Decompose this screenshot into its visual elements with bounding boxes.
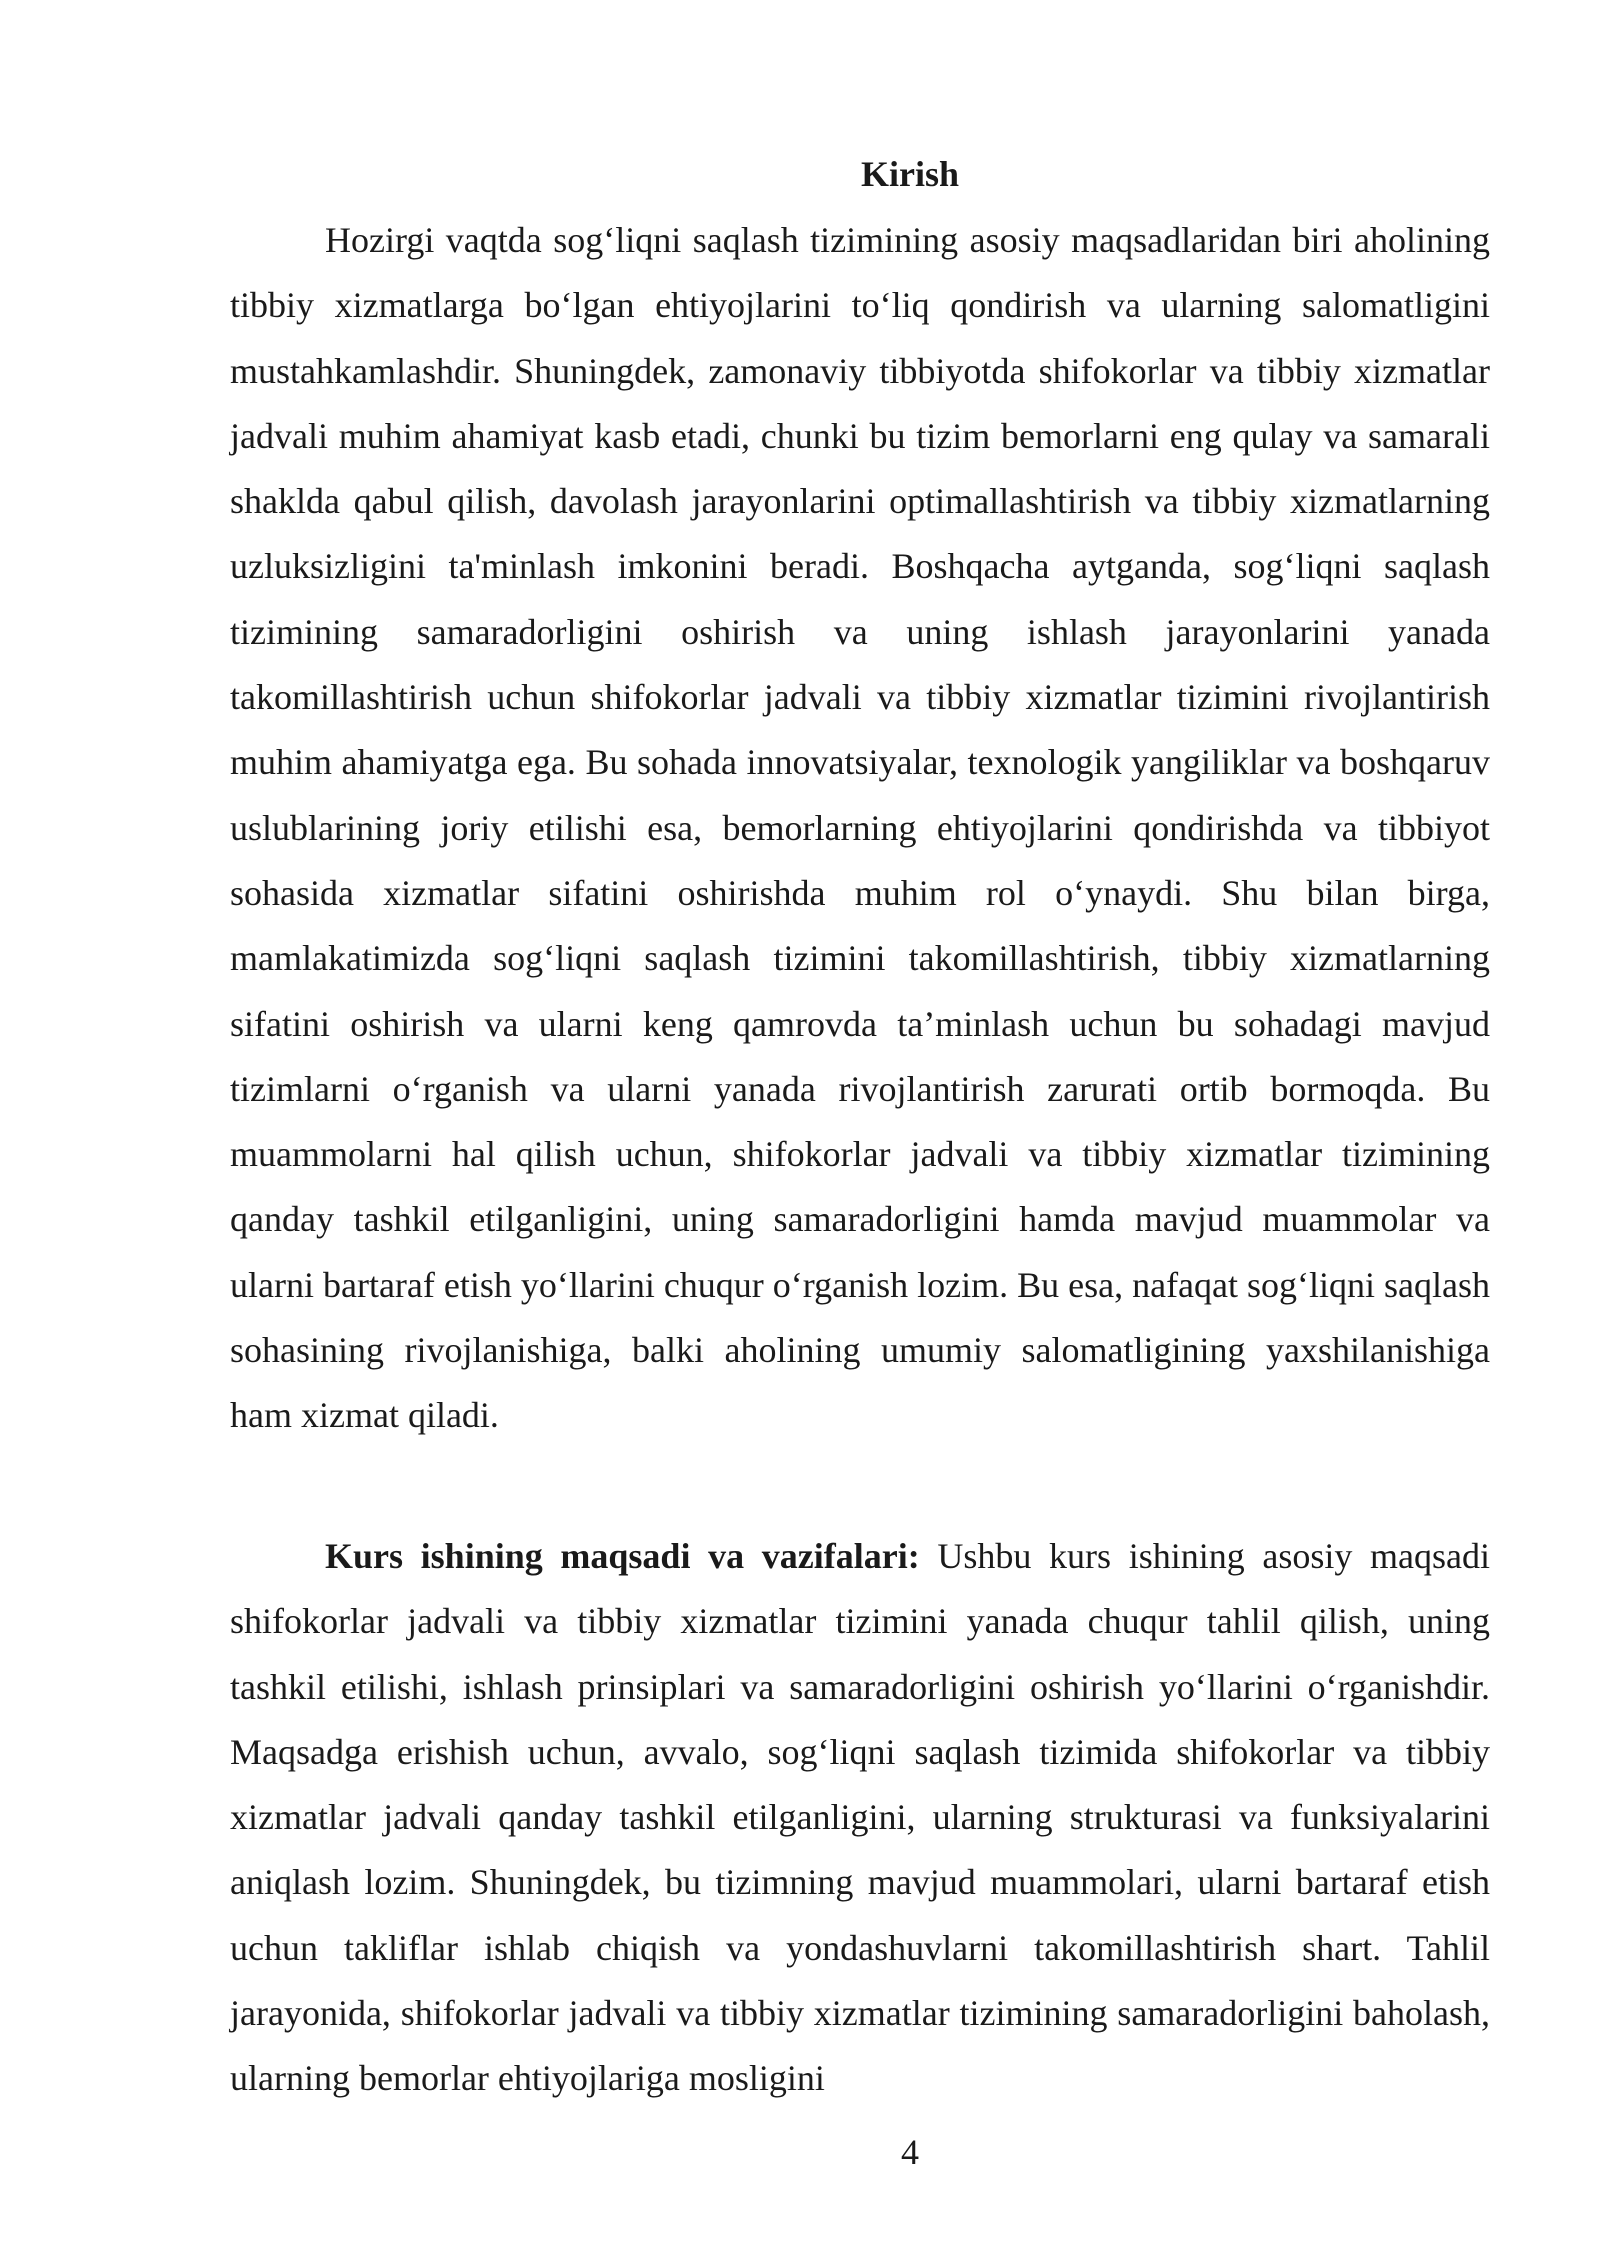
goals-heading: Kurs ishining maqsadi va vazifalari: bbox=[325, 1536, 920, 1576]
page-number: 4 bbox=[901, 2132, 919, 2172]
intro-paragraph: Hozirgi vaqtda sog‘liqni saqlash tizimining asosiy maqsadlaridan biri aholining tibbiy xizmatlarga bo‘lgan ehtiyojlarini to‘liq qondirish va ularning salomatligini mustahkamlashdir. Shuningdek, zamonaviy tibbiyotda shifokorlar va tibbiy xizmatlar jadvali muhim ahamiyat kasb etadi, chunki bu tizim bemorlarni eng qulay va samarali shaklda qabul qilish, davolash jarayonlarini optimallashtirish va tibbiy xizmatlarning uzluksizligini ta'minlash imkonini beradi. Boshqacha aytganda, sog‘liqni saqlash tizimining samaradorligini oshirish va uning ishlash jarayonlarini yanada takomillashtirish uchun shifokorlar jadvali va tibbiy xizmatlar tizimini rivojlantirish muhim ahamiyatga ega. Bu sohada innovatsiyalar, texnologik yangiliklar va boshqaruv uslublarining joriy etilishi esa, bemorlarning ehtiyojlarini qondirishda va tibbiyot sohasida xizmatlar sifatini oshirishda muhim rol o‘ynaydi. Shu bilan birga, mamlakatimizda sog‘liqni saqlash tizimini takomillashtirish, tibbiy xizmatlarning sifatini oshirish va ularni keng qamrovda ta’minlash uchun bu sohadagi mavjud tizimlarni o‘rganish va ularni yanada rivojlantirish zarurati ortib bormoqda. Bu muammolarni hal qilish uchun, shifokorlar jadvali va tibbiy xizmatlar tizimining qanday tashkil etilganligini, uning samaradorligini hamda mavjud muammolar va ularni bartaraf etish yo‘llarini chuqur o‘rganish lozim. Bu esa, nafaqat sog‘liqni saqlash sohasining rivojlanishiga, balki aholining umumiy salomatligining yaxshilanishiga ham xizmat qiladi. bbox=[230, 220, 1490, 1436]
goals-text: Ushbu kurs ishining asosiy maqsadi shifokorlar jadvali va tibbiy xizmatlar tizimini yanada chuqur tahlil qilish, uning tashkil etilishi, ishlash prinsiplari va samaradorligini oshirish yo‘llarini o‘rganishdir. Maqsadga erishish uchun, avvalo, sog‘liqni saqlash tizimida shifokorlar va tibbiy xizmatlar jadvali qanday tashkil etilganligini, ularning strukturasi va funksiyalarini aniqlash lozim. Shuningdek, bu tizimning mavjud muammolari, ularni bartaraf etish uchun takliflar ishlab chiqish va yondashuvlarni takomillashtirish shart. Tahlil jarayonida, shifokorlar jadvali va tibbiy xizmatlar tizimining samaradorligini baholash, ularning bemorlar ehtiyojlariga mosligini bbox=[230, 1536, 1491, 2099]
goals-paragraph bbox=[230, 1524, 1490, 2112]
section-title: Kirish bbox=[860, 154, 959, 194]
